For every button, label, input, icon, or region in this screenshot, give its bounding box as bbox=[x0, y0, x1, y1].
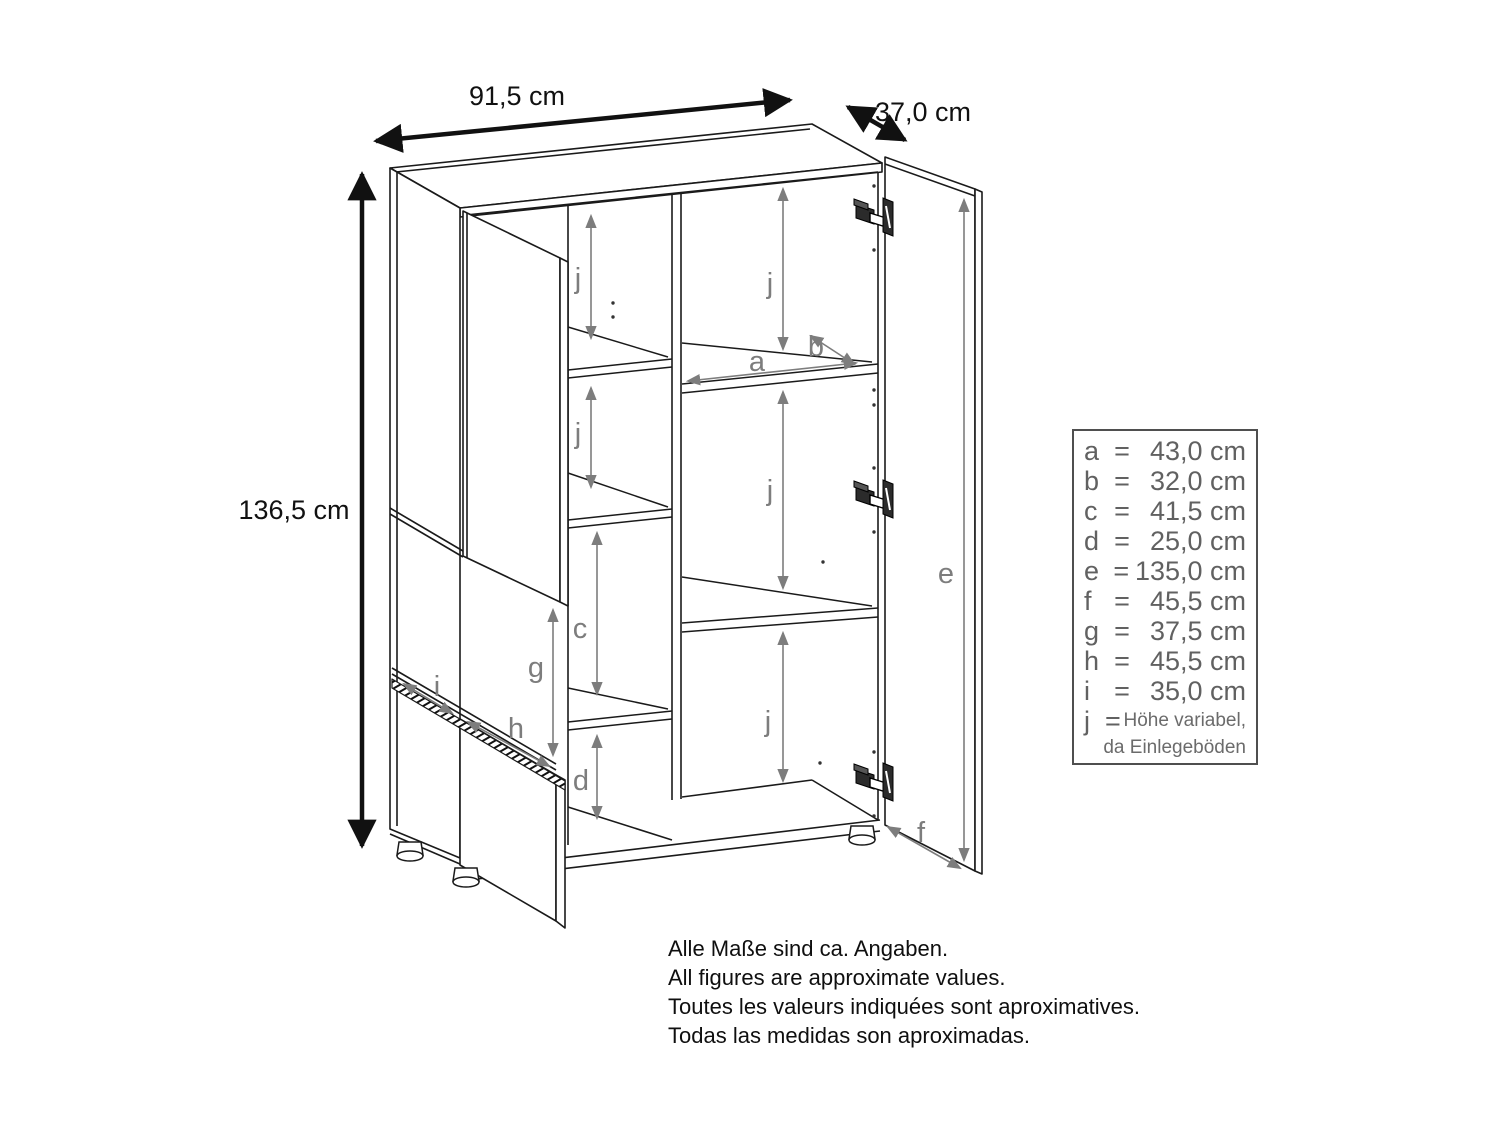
approximate-values-note bbox=[668, 934, 1140, 1050]
hinge-icon-bottom bbox=[854, 763, 893, 801]
upper-left-door-face bbox=[463, 211, 560, 602]
label-f: f bbox=[916, 817, 926, 849]
legend-key: d bbox=[1084, 525, 1100, 556]
label-a: a bbox=[748, 346, 766, 378]
legend-row bbox=[1084, 646, 1246, 676]
legend-equals: = bbox=[1114, 645, 1130, 676]
note-line-es: Todas las medidas son aproximadas. bbox=[668, 1023, 1030, 1048]
right-door bbox=[885, 157, 982, 874]
label-h: h bbox=[507, 713, 525, 745]
legend-equals: = bbox=[1114, 585, 1130, 616]
floor-edge-left bbox=[568, 807, 672, 840]
legend-row bbox=[1084, 556, 1246, 586]
legend-box bbox=[1072, 429, 1258, 765]
label-c: c bbox=[572, 613, 588, 645]
foot-front-left bbox=[453, 868, 479, 887]
legend-row bbox=[1084, 436, 1246, 466]
legend-equals: = bbox=[1114, 525, 1130, 556]
legend-key: a bbox=[1084, 435, 1100, 466]
legend-key: g bbox=[1084, 615, 1100, 646]
label-j-right-bottom: j bbox=[764, 706, 772, 738]
legend-key: i bbox=[1084, 675, 1090, 706]
label-e: e bbox=[937, 558, 955, 590]
legend-row bbox=[1084, 526, 1246, 556]
legend-row bbox=[1084, 496, 1246, 526]
legend-key: h bbox=[1084, 645, 1100, 676]
height-dim-label: 136,5 cm bbox=[238, 495, 350, 525]
legend-row bbox=[1084, 586, 1246, 616]
legend-key: b bbox=[1084, 465, 1100, 496]
right-door-edge bbox=[975, 189, 982, 874]
label-j-left-top: j bbox=[574, 263, 582, 295]
depth-dim-label: 37,0 cm bbox=[874, 97, 972, 127]
note-line-fr: Toutes les valeurs indiquées sont aproximatives. bbox=[668, 994, 1141, 1019]
legend-value: 41,5 cm bbox=[1149, 495, 1246, 526]
legend-equals: = bbox=[1114, 435, 1130, 466]
label-g: g bbox=[527, 652, 545, 684]
upper-left-door bbox=[463, 211, 568, 606]
legend-equals: = bbox=[1114, 495, 1130, 526]
legend-note: da Einlegeböden bbox=[1103, 737, 1246, 758]
legend-equals: = bbox=[1114, 615, 1130, 646]
legend-equals: = bbox=[1114, 675, 1130, 706]
shelf-right-2 bbox=[682, 577, 878, 632]
legend-key: c bbox=[1084, 495, 1098, 526]
left-side-panel bbox=[390, 168, 460, 858]
legend-value: 25,0 cm bbox=[1149, 525, 1246, 556]
foot-front-right bbox=[849, 826, 875, 845]
floor-back-edge-right bbox=[682, 780, 812, 797]
legend-row bbox=[1084, 706, 1246, 736]
legend-value: Höhe variabel, bbox=[1123, 710, 1246, 731]
lower-left-door-edge bbox=[556, 775, 565, 928]
legend-value: 35,0 cm bbox=[1149, 675, 1246, 706]
legend-key: e bbox=[1084, 555, 1100, 586]
upper-left-door-edge bbox=[560, 258, 568, 606]
shelf-left-3 bbox=[568, 688, 672, 730]
label-i: i bbox=[433, 671, 441, 703]
legend-value: 135,0 cm bbox=[1134, 555, 1246, 586]
label-j-right-mid: j bbox=[766, 475, 774, 507]
note-line-en: All figures are approximate values. bbox=[668, 965, 1006, 990]
legend-value: 37,5 cm bbox=[1149, 615, 1246, 646]
legend-value: 43,0 cm bbox=[1149, 435, 1246, 466]
shelf-left-2 bbox=[568, 473, 672, 528]
legend-value: 45,5 cm bbox=[1149, 645, 1246, 676]
shelf-left-1 bbox=[568, 327, 672, 378]
legend-equals: = bbox=[1104, 705, 1121, 736]
legend-equals: = bbox=[1114, 465, 1130, 496]
note-line-de: Alle Maße sind ca. Angaben. bbox=[668, 936, 949, 961]
legend-row bbox=[1084, 466, 1246, 496]
hinge-icon-middle bbox=[854, 480, 893, 518]
legend-row bbox=[1084, 676, 1246, 706]
label-d: d bbox=[572, 765, 590, 797]
legend-value: 32,0 cm bbox=[1149, 465, 1246, 496]
label-j-right-top: j bbox=[766, 268, 774, 300]
legend-key: f bbox=[1084, 585, 1092, 616]
legend-value: 45,5 cm bbox=[1149, 585, 1246, 616]
hinge-icon-top bbox=[854, 198, 893, 236]
label-b: b bbox=[807, 331, 825, 363]
shelves bbox=[568, 327, 878, 730]
legend-row bbox=[1084, 616, 1246, 646]
foot-back-left bbox=[397, 842, 423, 861]
shelf-right-1 bbox=[682, 343, 878, 393]
label-j-left-mid: j bbox=[574, 418, 582, 450]
legend-equals: = bbox=[1113, 555, 1130, 586]
legend-key: j bbox=[1084, 705, 1090, 736]
width-dim-label: 91,5 cm bbox=[468, 81, 566, 111]
right-door-face bbox=[885, 157, 975, 871]
